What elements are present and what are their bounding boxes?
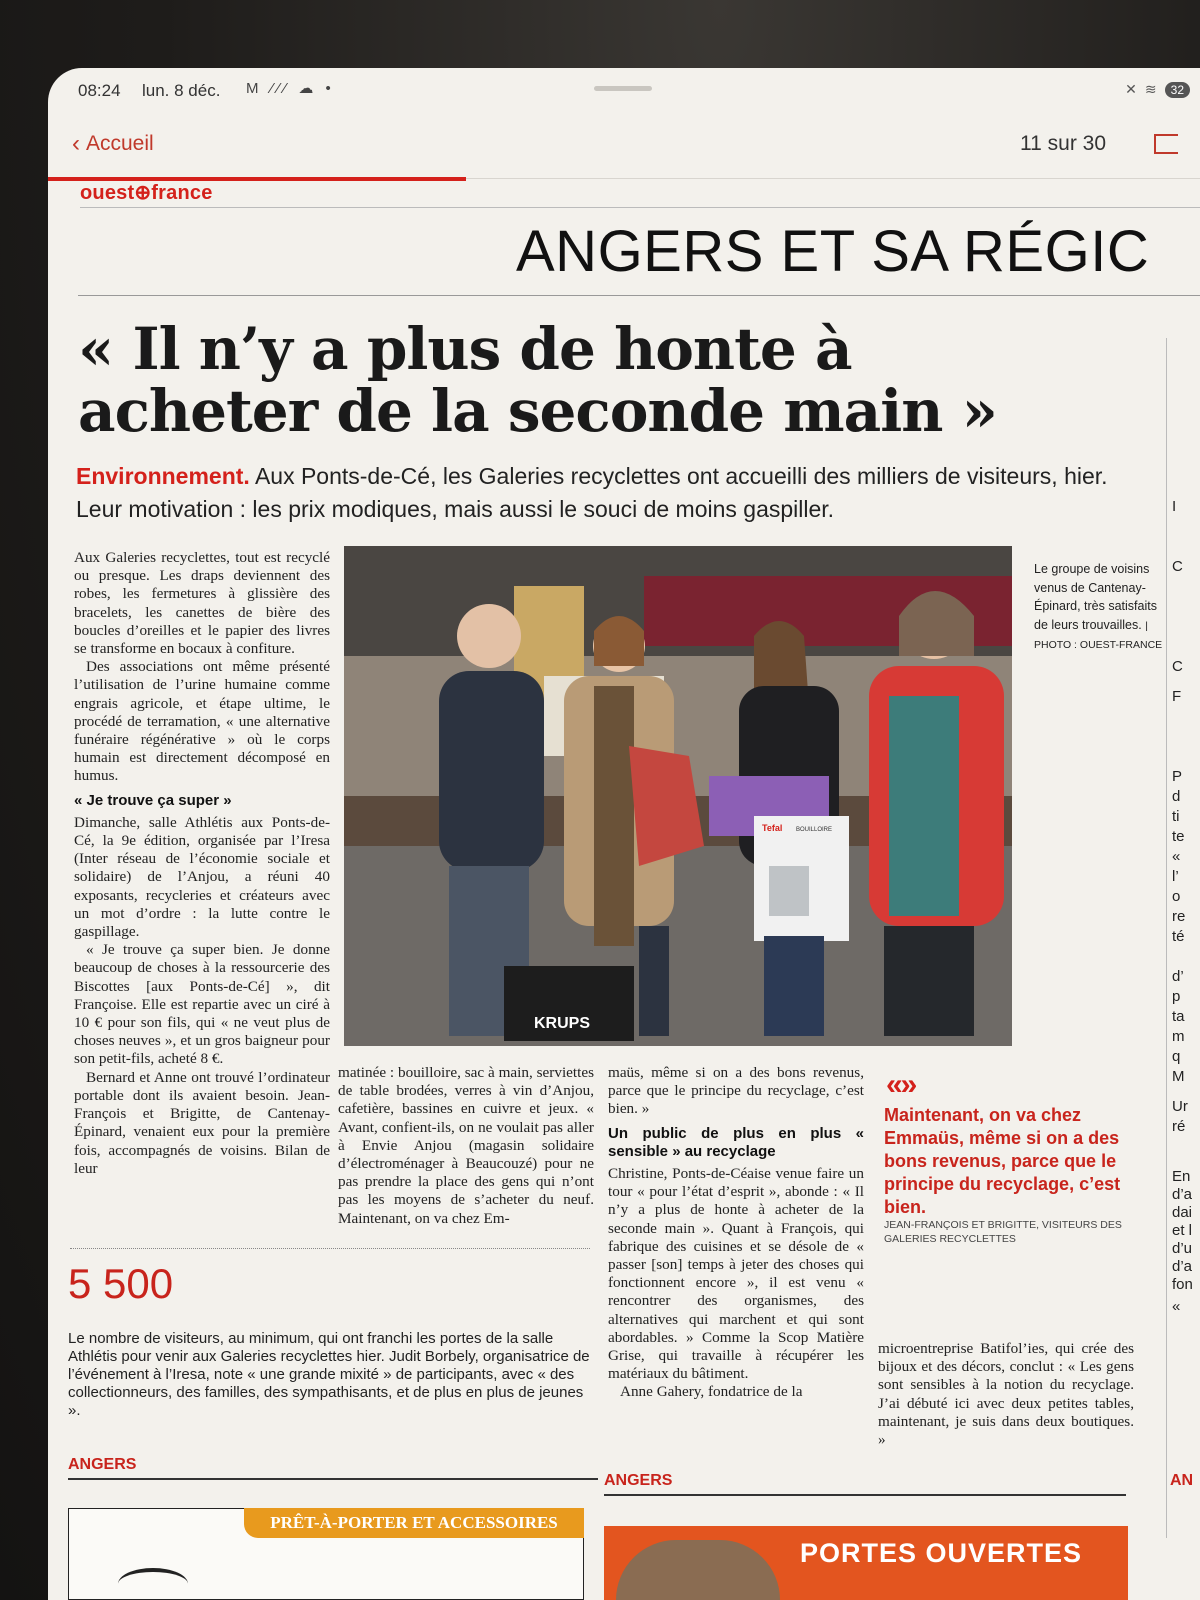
photo-credit: | PHOTO : OUEST-FRANCE bbox=[1034, 619, 1163, 651]
adjacent-text-fragment: M bbox=[1172, 1068, 1185, 1085]
adjacent-article-strip bbox=[1166, 338, 1200, 1538]
adjacent-text-fragment: re bbox=[1172, 908, 1186, 925]
paragraph: Des associations ont même présenté l’utilisation de l’urine humaine comme engrais agricole, et étape ultime, le procédé de terramation, « une alternative funéraire régénérative » où le corps humain est directement décomposé en humus. bbox=[74, 658, 330, 785]
paragraph: Christine, Ponts-de-Céaise venue faire un tour « pour l’état d’esprit », abonde : « Il n’y a plus de honte à acheter de la seconde main ». Quant à François, qui fabrique des cuisines et se désole de « passer [son] temps à jeter des choses qui fonctionnent encore », il est venu « rencontrer des organismes, des alternatives qui marchent et qui sont abordables. » Comme la Scop Matière Grise, qui travaille à récupérer les matériaux du bâtiment. bbox=[608, 1165, 864, 1383]
section-heading: ANGERS ET SA RÉGIC bbox=[516, 219, 1150, 284]
status-notification-icons: M ⁄⁄⁄ ☁ • bbox=[246, 80, 335, 97]
paragraph: Bernard et Anne ont trouvé l’ordinateur portable dont ils avaient besoin. Jean-François et Brigitte, de Cantenay-Épinard, venaient eux pour la première fois, accompagnés de voisins. Bilan de leur bbox=[74, 1068, 330, 1177]
section-tag-angers: ANGERS bbox=[68, 1456, 137, 1473]
bottom-section-rule bbox=[604, 1494, 1126, 1496]
section-tag-partial: AN bbox=[1170, 1472, 1194, 1489]
adjacent-text-fragment: té bbox=[1172, 928, 1185, 945]
adjacent-text-fragment: te bbox=[1172, 828, 1185, 845]
back-button[interactable] bbox=[72, 130, 154, 158]
adjacent-text-fragment: F bbox=[1172, 688, 1182, 705]
paragraph: Anne Gahery, fondatrice de la bbox=[620, 1383, 803, 1401]
photo-illustration bbox=[344, 546, 1012, 1046]
adjacent-text-fragment: q bbox=[1172, 1048, 1181, 1065]
article-photo[interactable] bbox=[344, 546, 1012, 1046]
masthead-rule bbox=[80, 207, 1200, 208]
adjacent-text-fragment: dai bbox=[1172, 1204, 1193, 1221]
adjacent-text-fragment: « bbox=[1172, 848, 1181, 865]
chevron-left-icon: ‹ bbox=[72, 130, 80, 157]
multitasking-handle[interactable] bbox=[594, 86, 652, 91]
article-column-3 bbox=[608, 1064, 864, 1402]
article-column-4 bbox=[878, 1340, 1134, 1449]
article-column-1 bbox=[74, 549, 330, 1178]
book-icon[interactable] bbox=[1154, 134, 1178, 154]
krups-box-label: KRUPS bbox=[534, 1015, 591, 1032]
status-date: lun. 8 déc. bbox=[142, 81, 221, 100]
status-time: 08:24 bbox=[78, 81, 121, 100]
adjacent-text-fragment: d bbox=[1172, 788, 1181, 805]
adjacent-text-fragment: et l bbox=[1172, 1222, 1193, 1239]
paragraph: Aux Galeries recyclettes, tout est recyclé ou presque. Les draps deviennent des robes, les fermetures à glissière des bracelets, les canettes de bière des boucles d’oreilles et le papier des livres se transforme en bocaux à confiture. bbox=[74, 549, 330, 658]
kettle-box-label: BOUILLOIRE bbox=[796, 827, 833, 833]
adjacent-text-fragment: fon bbox=[1172, 1276, 1193, 1293]
ad-banner: PRÊT-À-PORTER ET ACCESSOIRES bbox=[244, 1508, 584, 1538]
paragraph: matinée : bouilloire, sac à main, serviettes de table brodées, verres à vin d’Anjou, cafetière, bassines en cuivre et jeux. « Avant, confient-ils, on ne voulait pas aller à Envie Anjou (magasin solidaire d’électroménager à Beaucouzé) pour ne pas prendre la place des gens qui n’ont pas les moyens de s’acheter du neuf. Maintenant, on va chez Em- bbox=[338, 1064, 594, 1227]
inter-title: Un public de plus en plus « sensible » au recyclage bbox=[608, 1124, 864, 1160]
back-button-label: Accueil bbox=[86, 132, 154, 155]
adjacent-text-fragment: l’ bbox=[1172, 868, 1179, 885]
standfirst-kicker: Environnement. bbox=[76, 463, 250, 489]
adjacent-text-fragment: « bbox=[1172, 1298, 1181, 1315]
mute-icon: ✕ bbox=[1125, 81, 1137, 97]
adjacent-text-fragment: o bbox=[1172, 888, 1181, 905]
quote-marks-icon: «» bbox=[886, 1068, 916, 1101]
fact-box-rule bbox=[70, 1248, 590, 1249]
photo-caption bbox=[1034, 560, 1164, 655]
adjacent-text-fragment: ti bbox=[1172, 808, 1180, 825]
adjacent-text-fragment: I bbox=[1172, 498, 1177, 515]
paragraph: Dimanche, salle Athlétis aux Ponts-de-Cé, la 9e édition, organisée par l’Iresa (Inter réseau de l’économie sociale et solidaire) de l’Anjou, a réuni 40 exposants, recycleries et créateurs avec un mot d’ordre : la lutte contre le gaspillage. bbox=[74, 813, 330, 941]
adjacent-text-fragment: d’a bbox=[1172, 1258, 1193, 1275]
adjacent-text-fragment: d’a bbox=[1172, 1186, 1193, 1203]
adjacent-text-fragment: Ur bbox=[1172, 1098, 1188, 1115]
adjacent-text-fragment: ta bbox=[1172, 1008, 1185, 1025]
status-bar bbox=[48, 68, 1200, 114]
adjacent-text-fragment: P bbox=[1172, 768, 1183, 785]
status-right bbox=[1125, 81, 1190, 98]
caption-text: Le groupe de voisins venus de Cantenay-Épinard, très satisfaits de leurs trouvailles. bbox=[1034, 562, 1157, 632]
article-standfirst bbox=[76, 460, 1136, 526]
pull-quote-attribution: JEAN-FRANÇOIS ET BRIGITTE, VISITEURS DES GALERIES RECYCLETTES bbox=[884, 1219, 1122, 1245]
wifi-icon: ≋ bbox=[1144, 81, 1157, 97]
tablet-screen bbox=[48, 68, 1200, 1600]
paragraph: « Je trouve ça super bien. Je donne beaucoup de choses à la ressourcerie des Biscottes [aux Ponts-de-Cé] », dit Françoise. Elle est repartie avec un ciré à 10 € pour son fils, qui « ne veut plus de choses neuves », et un gros baigneur pour son petit-fils, acheté 8 €. bbox=[74, 941, 330, 1068]
section-rule bbox=[78, 295, 1200, 296]
standfirst-text: Aux Ponts-de-Cé, les Galeries recyclettes ont accueilli des milliers de visiteurs, hier. Leur motivation : les prix modiques, mais aussi le souci de moins gaspiller. bbox=[76, 463, 1108, 522]
hat-illustration-icon bbox=[118, 1568, 188, 1600]
article-column-2 bbox=[338, 1064, 594, 1228]
reader-nav-bar bbox=[48, 122, 1200, 166]
adjacent-text-fragment: d’ bbox=[1172, 968, 1184, 985]
adjacent-text-fragment: ré bbox=[1172, 1118, 1186, 1135]
adjacent-text-fragment: C bbox=[1172, 658, 1183, 675]
battery-indicator: 32 bbox=[1165, 82, 1190, 98]
adjacent-text-fragment: d’u bbox=[1172, 1240, 1193, 1257]
section-tag-angers: ANGERS bbox=[604, 1472, 673, 1489]
kettle-box-brand: Tefal bbox=[762, 823, 783, 833]
fact-box-text: Le nombre de visiteurs, au minimum, qui ont franchi les portes de la salle Athlétis pour venir aux Galeries recyclettes hier. Judit Borbely, organisatrice de l’événement à l’Iresa, note « une grande mixité » de participants, avec « des collectionneurs, des familles, des sympathisants, et de plus en plus de jeunes ». bbox=[68, 1330, 590, 1419]
bottom-section-rule bbox=[68, 1478, 598, 1480]
inter-title: « Je trouve ça super » bbox=[74, 791, 232, 809]
ad-headline: PORTES OUVERTES bbox=[800, 1538, 1083, 1568]
paragraph: microentreprise Batifol’ies, qui crée des bijoux et des décors, conclut : « Les gens sont sensibles à la notion du recyclage. J’ai débuté ici avec deux petites tables, maintenant, je suis dans deux boutiques. » bbox=[878, 1340, 1134, 1449]
adjacent-text-fragment: C bbox=[1172, 558, 1183, 575]
page-counter: 11 sur 30 bbox=[1020, 132, 1106, 155]
fact-box-number: 5 500 bbox=[68, 1260, 174, 1307]
adjacent-text-fragment: m bbox=[1172, 1028, 1185, 1045]
newspaper-masthead: ouest⊕france bbox=[80, 182, 213, 204]
adjacent-text-fragment: p bbox=[1172, 988, 1181, 1005]
paragraph: maüs, même si on a des bons revenus, parce que le principe du recyclage, c’est bien. » bbox=[608, 1064, 864, 1118]
adjacent-text-fragment: En bbox=[1172, 1168, 1191, 1185]
article-headline: « Il n’y a plus de honte à acheter de la seconde main » bbox=[78, 315, 997, 445]
pull-quote: Maintenant, on va chez Emmaüs, même si on a des bons revenus, parce que le principe du recyclage, c’est bien. bbox=[884, 1105, 1121, 1217]
column-rule bbox=[1166, 338, 1167, 1538]
